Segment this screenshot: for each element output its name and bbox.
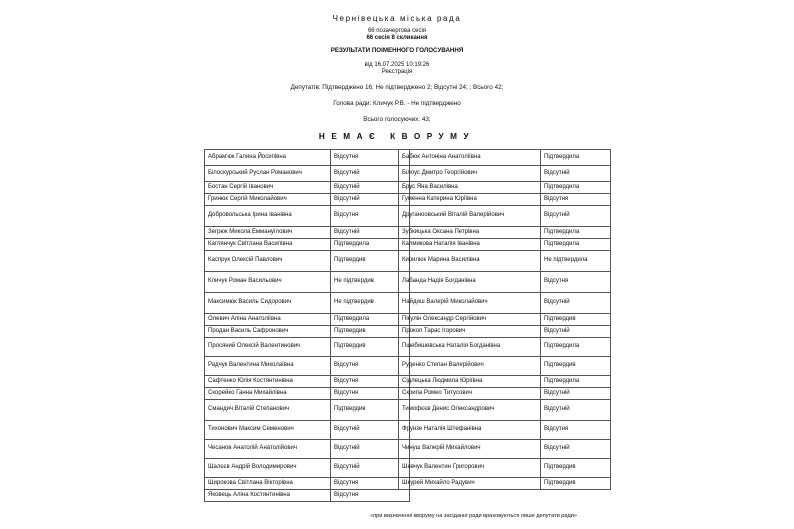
table-row: [205, 150, 410, 166]
deputy-status: Підтвердив: [331, 400, 410, 421]
deputy-status: Підтвердила: [541, 227, 611, 239]
deputy-status: Підтвердив: [331, 326, 410, 338]
deputy-name: Радчук Валентина Миколаївна: [205, 357, 331, 376]
deputy-status: Відсутній: [541, 206, 611, 227]
table-row: [205, 314, 410, 326]
table-row: [399, 239, 611, 251]
deputy-status: Відсутній: [331, 182, 410, 194]
deputy-status: Підтвердив: [541, 314, 611, 326]
deputy-name: Прокоп Тарас Ігорович: [399, 326, 541, 338]
deputy-status: Відсутній: [541, 326, 611, 338]
table-row: [399, 357, 611, 376]
deputy-name: Олевич Аліна Анатоліївна: [205, 314, 331, 326]
deputy-name: Чесанов Анатолій Анатолійович: [205, 440, 331, 459]
deputy-status: Відсутня: [331, 388, 410, 400]
deputy-name: Сідлецька Людмила Юріївна: [399, 376, 541, 388]
table-row: [205, 206, 410, 227]
table-row: [205, 251, 410, 272]
table-row: [399, 314, 611, 326]
deputy-status: Відсутній: [541, 166, 611, 182]
session-number: 66 позачергова сесія: [367, 28, 427, 34]
deputy-name: Білоус Дмитро Георгійович: [399, 166, 541, 182]
deputy-status: Відсутній: [331, 440, 410, 459]
deputy-name: Шкурей Михайло Радувич: [399, 478, 541, 490]
table-row: [205, 490, 410, 502]
deputy-status: Підтвердила: [331, 314, 410, 326]
deputy-status: Відсутня: [331, 150, 410, 166]
deputy-status: Підтвердив: [541, 459, 611, 478]
footnote: «при визначенні кворуму на засіданні ради враховуються лише депутати ради»: [370, 513, 577, 519]
right-vote-table: [398, 149, 611, 490]
deputy-name: Добровольська Ірина Іванівна: [205, 206, 331, 227]
table-row: [205, 227, 410, 239]
deputy-name: Найдиш Валерій Миколайович: [399, 293, 541, 314]
table-row: [205, 182, 410, 194]
deputy-name: Лабанда Надія Богданівна: [399, 272, 541, 293]
deputy-status: Підтвердив: [331, 338, 410, 357]
deputy-name: Яковець Аліна Костянтинівна: [205, 490, 331, 502]
deputy-name: Смандич Віталій Степанович: [205, 400, 331, 421]
table-row: [205, 272, 410, 293]
table-row: [205, 400, 410, 421]
head-status: Голова ради: Кличук Р.В. - Не підтверджено: [333, 100, 461, 107]
deputy-name: Зегрюк Микола Еммануїлович: [205, 227, 331, 239]
deputy-status: Відсутній: [541, 400, 611, 421]
deputy-name: Пікулін Олександр Сергійович: [399, 314, 541, 326]
table-row: [399, 338, 611, 357]
table-row: [399, 421, 611, 440]
deputy-status: Підтвердила: [331, 239, 410, 251]
table-row: [399, 326, 611, 338]
left-vote-table: [204, 149, 410, 502]
deputy-status: Відсутня: [331, 206, 410, 227]
deputy-name: Брус Яна Василівна: [399, 182, 541, 194]
results-title: РЕЗУЛЬТАТИ ПОІМЕННОГО ГОЛОСУВАННЯ: [330, 47, 464, 54]
deputy-name: Бостан Сергій Іванович: [205, 182, 331, 194]
table-row: [399, 478, 611, 490]
deputy-status: Підтвердила: [541, 150, 611, 166]
deputy-status: Підтвердила: [541, 182, 611, 194]
deputy-status: Відсутній: [331, 421, 410, 440]
deputy-name: Продан Василь Сафронович: [205, 326, 331, 338]
deputy-name: Тихонович Максим Семенович: [205, 421, 331, 440]
registration-label: Реєстрація: [381, 69, 413, 75]
table-row: [205, 478, 410, 490]
deputy-status: Відсутня: [331, 376, 410, 388]
table-row: [205, 326, 410, 338]
deputy-name: Максимюк Василь Сидорович: [205, 293, 331, 314]
deputy-status: Відсутній: [541, 293, 611, 314]
table-row: [205, 338, 410, 357]
table-row: [399, 400, 611, 421]
deputy-status: Відсутній: [331, 227, 410, 239]
deputy-name: Каглянчук Світлана Василівна: [205, 239, 331, 251]
table-row: [399, 293, 611, 314]
deputy-status: Відсутня: [331, 357, 410, 376]
deputy-name: Фрунзе Наталія Штефанівна: [399, 421, 541, 440]
deputy-name: Скорейко Ганна Михайлівна: [205, 388, 331, 400]
deputy-status: Відсутня: [541, 272, 611, 293]
deputy-status: Підтвердив: [331, 251, 410, 272]
table-row: [399, 150, 611, 166]
deputy-name: Кирилюк Марина Василівна: [399, 251, 541, 272]
table-row: [399, 206, 611, 227]
deputy-name: Бабюк Антоніна Анатоліївна: [399, 150, 541, 166]
table-row: [399, 227, 611, 239]
deputy-name: Просяний Олексій Валентинович: [205, 338, 331, 357]
table-row: [205, 459, 410, 478]
deputy-status: Підтвердив: [541, 357, 611, 376]
deputy-name: Широкова Світлана Вікторівна: [205, 478, 331, 490]
table-row: [399, 194, 611, 206]
table-row: [399, 459, 611, 478]
deputy-status: Не підтвердив: [331, 272, 410, 293]
no-quorum-banner: НЕМАЄ КВОРУМУ: [318, 132, 476, 141]
deputy-status: Підтвердила: [541, 239, 611, 251]
deputy-name: Руденко Степан Валерійович: [399, 357, 541, 376]
deputy-name: Друганоовський Віталій Валерійович: [399, 206, 541, 227]
table-row: [399, 376, 611, 388]
deputy-status: Не підтвердила: [541, 251, 611, 272]
table-row: [399, 440, 611, 459]
deputy-name: Гринюк Сергій Миколайович: [205, 194, 331, 206]
table-row: [399, 251, 611, 272]
deputies-summary: Депутатів: Підтверджено 16; Не підтверджено 2; Відсутні 24; ; Всього 42;: [290, 84, 504, 91]
deputy-name: Чинуш Валерій Михайлович: [399, 440, 541, 459]
date-line: від 16.07.2025 10:19:26: [364, 62, 430, 68]
session-convocation: 66 сесія 8 скликання: [366, 35, 428, 41]
table-row: [205, 166, 410, 182]
deputy-name: Сафтенко Юлія Костянтинівна: [205, 376, 331, 388]
deputy-name: Білоскурський Руслан Романович: [205, 166, 331, 182]
deputy-status: Відсутня: [331, 490, 410, 502]
table-row: [399, 182, 611, 194]
table-row: [205, 376, 410, 388]
deputy-status: Підтвердила: [541, 338, 611, 357]
deputy-name: Каспрук Олексій Павлович: [205, 251, 331, 272]
deputy-name: Тимофєєв Денис Олександрович: [399, 400, 541, 421]
total-voters: Всього голосуючих: 43;: [363, 116, 431, 123]
deputy-status: Відсутній: [541, 440, 611, 459]
table-row: [205, 293, 410, 314]
deputy-status: Підтвердив: [541, 478, 611, 490]
deputy-status: Відсутня: [541, 421, 611, 440]
deputy-status: Відсутня: [331, 478, 410, 490]
deputy-status: Відсутній: [331, 194, 410, 206]
deputy-status: Відсутній: [331, 459, 410, 478]
deputy-name: Абрам'юк Галина Йосипівна: [205, 150, 331, 166]
deputy-name: Гуменна Катерина Юріївна: [399, 194, 541, 206]
table-row: [205, 194, 410, 206]
table-row: [399, 166, 611, 182]
deputy-status: Відсутній: [331, 166, 410, 182]
table-row: [205, 239, 410, 251]
table-row: [399, 272, 611, 293]
deputy-name: Калмикова Наталія Іванівна: [399, 239, 541, 251]
deputy-status: Підтвердила: [541, 376, 611, 388]
table-row: [205, 440, 410, 459]
deputy-name: Зубкицька Оксана Петрівна: [399, 227, 541, 239]
deputy-name: Шалєєв Андрій Володимирович: [205, 459, 331, 478]
deputy-status: Відсутній: [541, 388, 611, 400]
deputy-status: Відсутня: [541, 194, 611, 206]
council-title: Чернівецька міська рада: [332, 14, 462, 23]
table-row: [205, 357, 410, 376]
deputy-name: Скрипа Ромео Титусович: [399, 388, 541, 400]
table-row: [205, 388, 410, 400]
deputy-status: Не підтвердив: [331, 293, 410, 314]
table-row: [205, 421, 410, 440]
deputy-name: Шевчук Валентин Григорович: [399, 459, 541, 478]
table-row: [399, 388, 611, 400]
deputy-name: Кличук Роман Васильович: [205, 272, 331, 293]
deputy-name: Пшебишевська Наталія Богданівна: [399, 338, 541, 357]
